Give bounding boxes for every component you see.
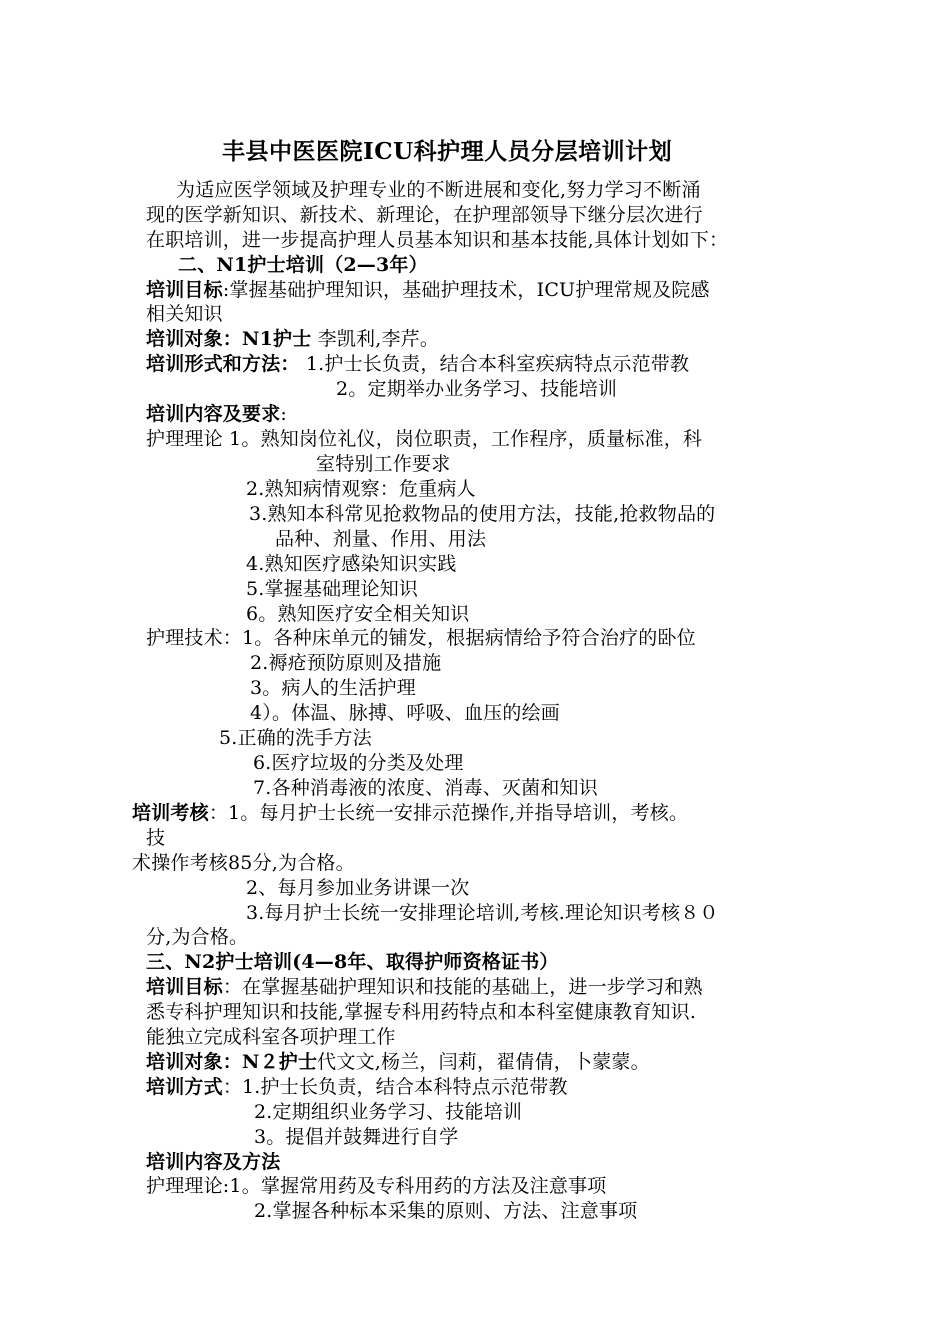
intro-line: 在职培训，进一步提高护理人员基本知识和基本技能,具体计划如下： bbox=[146, 229, 729, 251]
n2-goal-cont: 能独立完成科室各项护理工作 bbox=[146, 1026, 396, 1048]
target-label: 培训对象：N1护士 bbox=[146, 328, 312, 350]
goal-label: 培训目标 bbox=[146, 976, 223, 998]
method-text: ：1.护士长负责，结合本科特点示范带教 bbox=[222, 1076, 568, 1098]
exam-line bbox=[132, 801, 688, 825]
n2-goal bbox=[146, 975, 703, 999]
theory-line: 3.熟知本科常见抢救物品的使用方法，技能,抢救物品的 bbox=[249, 503, 716, 525]
n1-goal bbox=[146, 278, 710, 302]
exam-line: 分,为合格。 bbox=[146, 926, 249, 948]
n2-theory-line: 2.掌握各种标本采集的原则、方法、注意事项 bbox=[254, 1200, 638, 1222]
n2-theory-line: 护理理论:1。掌握常用药及专科用药的方法及注意事项 bbox=[146, 1175, 607, 1197]
skills-line: 7.各种消毒液的浓度、消毒、灭菌和知识 bbox=[253, 777, 598, 799]
theory-line: 护理理论 1。熟知岗位礼仪，岗位职责，工作程序，质量标准，科 bbox=[146, 428, 703, 450]
exam-line: 术操作考核85分,为合格。 bbox=[132, 852, 355, 874]
n2-goal-cont: 悉专科护理知识和技能,掌握专科用药特点和本科室健康教育知识. bbox=[146, 1001, 697, 1023]
exam-text: ：1。每月护士长统一安排示范操作,并指导培训，考核。 bbox=[208, 802, 689, 824]
method-label: 培训形式和方法： bbox=[146, 353, 300, 375]
n1-method-item: 2。定期举办业务学习、技能培训 bbox=[336, 378, 618, 400]
content-label: 培训内容及要求 bbox=[146, 403, 281, 425]
n1-method bbox=[146, 352, 689, 376]
goal-text: :掌握基础护理知识，基础护理技术，ICU护理常规及院感 bbox=[222, 279, 710, 301]
intro-line: 为适应医学领域及护理专业的不断进展和变化,努力学习不断涌 bbox=[176, 179, 701, 201]
skills-line: 6.医疗垃圾的分类及处理 bbox=[253, 752, 464, 774]
theory-line: 5.掌握基础理论知识 bbox=[246, 578, 419, 600]
n1-content-heading bbox=[146, 402, 287, 426]
theory-line: 品种、剂量、作用、用法 bbox=[275, 528, 487, 550]
n2-method bbox=[146, 1075, 568, 1099]
skills-line: 5.正确的洗手方法 bbox=[219, 727, 372, 749]
intro-line: 现的医学新知识、新技术、新理论，在护理部领导下继分层次进行 bbox=[146, 204, 703, 226]
n1-target bbox=[146, 327, 439, 351]
theory-line: 6。熟知医疗安全相关知识 bbox=[246, 603, 470, 625]
target-label: 培训对象：N２护士 bbox=[146, 1051, 318, 1073]
goal-label: 培训目标 bbox=[146, 279, 223, 301]
n2-content-heading: 培训内容及方法 bbox=[146, 1151, 281, 1173]
theory-line: 4.熟知医疗感染知识实践 bbox=[246, 553, 457, 575]
goal-text: ：在掌握基础护理知识和技能的基础上，进一步学习和熟 bbox=[222, 976, 703, 998]
target-text: 李凯利,李芹。 bbox=[311, 328, 440, 350]
target-text: 代文文,杨兰，闫莉，翟倩倩，卜蒙蒙。 bbox=[317, 1051, 650, 1073]
page-title: 丰县中医医院ICU科护理人员分层培训计划 bbox=[222, 138, 673, 165]
n2-method-item: 3。提倡并鼓舞进行自学 bbox=[254, 1126, 459, 1148]
method-label: 培训方式 bbox=[146, 1076, 223, 1098]
exam-line: 技 bbox=[146, 827, 166, 849]
section-heading-n1: 二、N1护士培训（2—3年） bbox=[178, 254, 428, 276]
n2-method-item: 2.定期组织业务学习、技能培训 bbox=[254, 1101, 523, 1123]
n2-target bbox=[146, 1050, 650, 1074]
section-heading-n2: 三、N2护士培训(4—8年、取得护师资格证书） bbox=[146, 951, 559, 973]
content-colon: : bbox=[280, 403, 288, 425]
skills-line: 3。病人的生活护理 bbox=[250, 677, 416, 699]
n1-goal-cont: 相关知识 bbox=[146, 303, 223, 325]
exam-line: 3.每月护士长统一安排理论培训,考核.理论知识考核８０ bbox=[246, 902, 719, 924]
exam-line: 2、每月参加业务讲课一次 bbox=[246, 877, 470, 899]
skills-line: 2.褥疮预防原则及措施 bbox=[250, 652, 442, 674]
method-item: 1.护士长负责，结合本科室疾病特点示范带教 bbox=[299, 353, 690, 375]
skills-line: 4）。体温、脉搏、呼吸、血压的绘画 bbox=[250, 702, 560, 724]
exam-label: 培训考核 bbox=[132, 802, 209, 824]
theory-line: 2.熟知病情观察：危重病人 bbox=[246, 478, 476, 500]
theory-line: 室特别工作要求 bbox=[316, 453, 451, 475]
skills-line: 护理技术：1。各种床单元的铺发，根据病情给予符合治疗的卧位 bbox=[146, 627, 696, 649]
